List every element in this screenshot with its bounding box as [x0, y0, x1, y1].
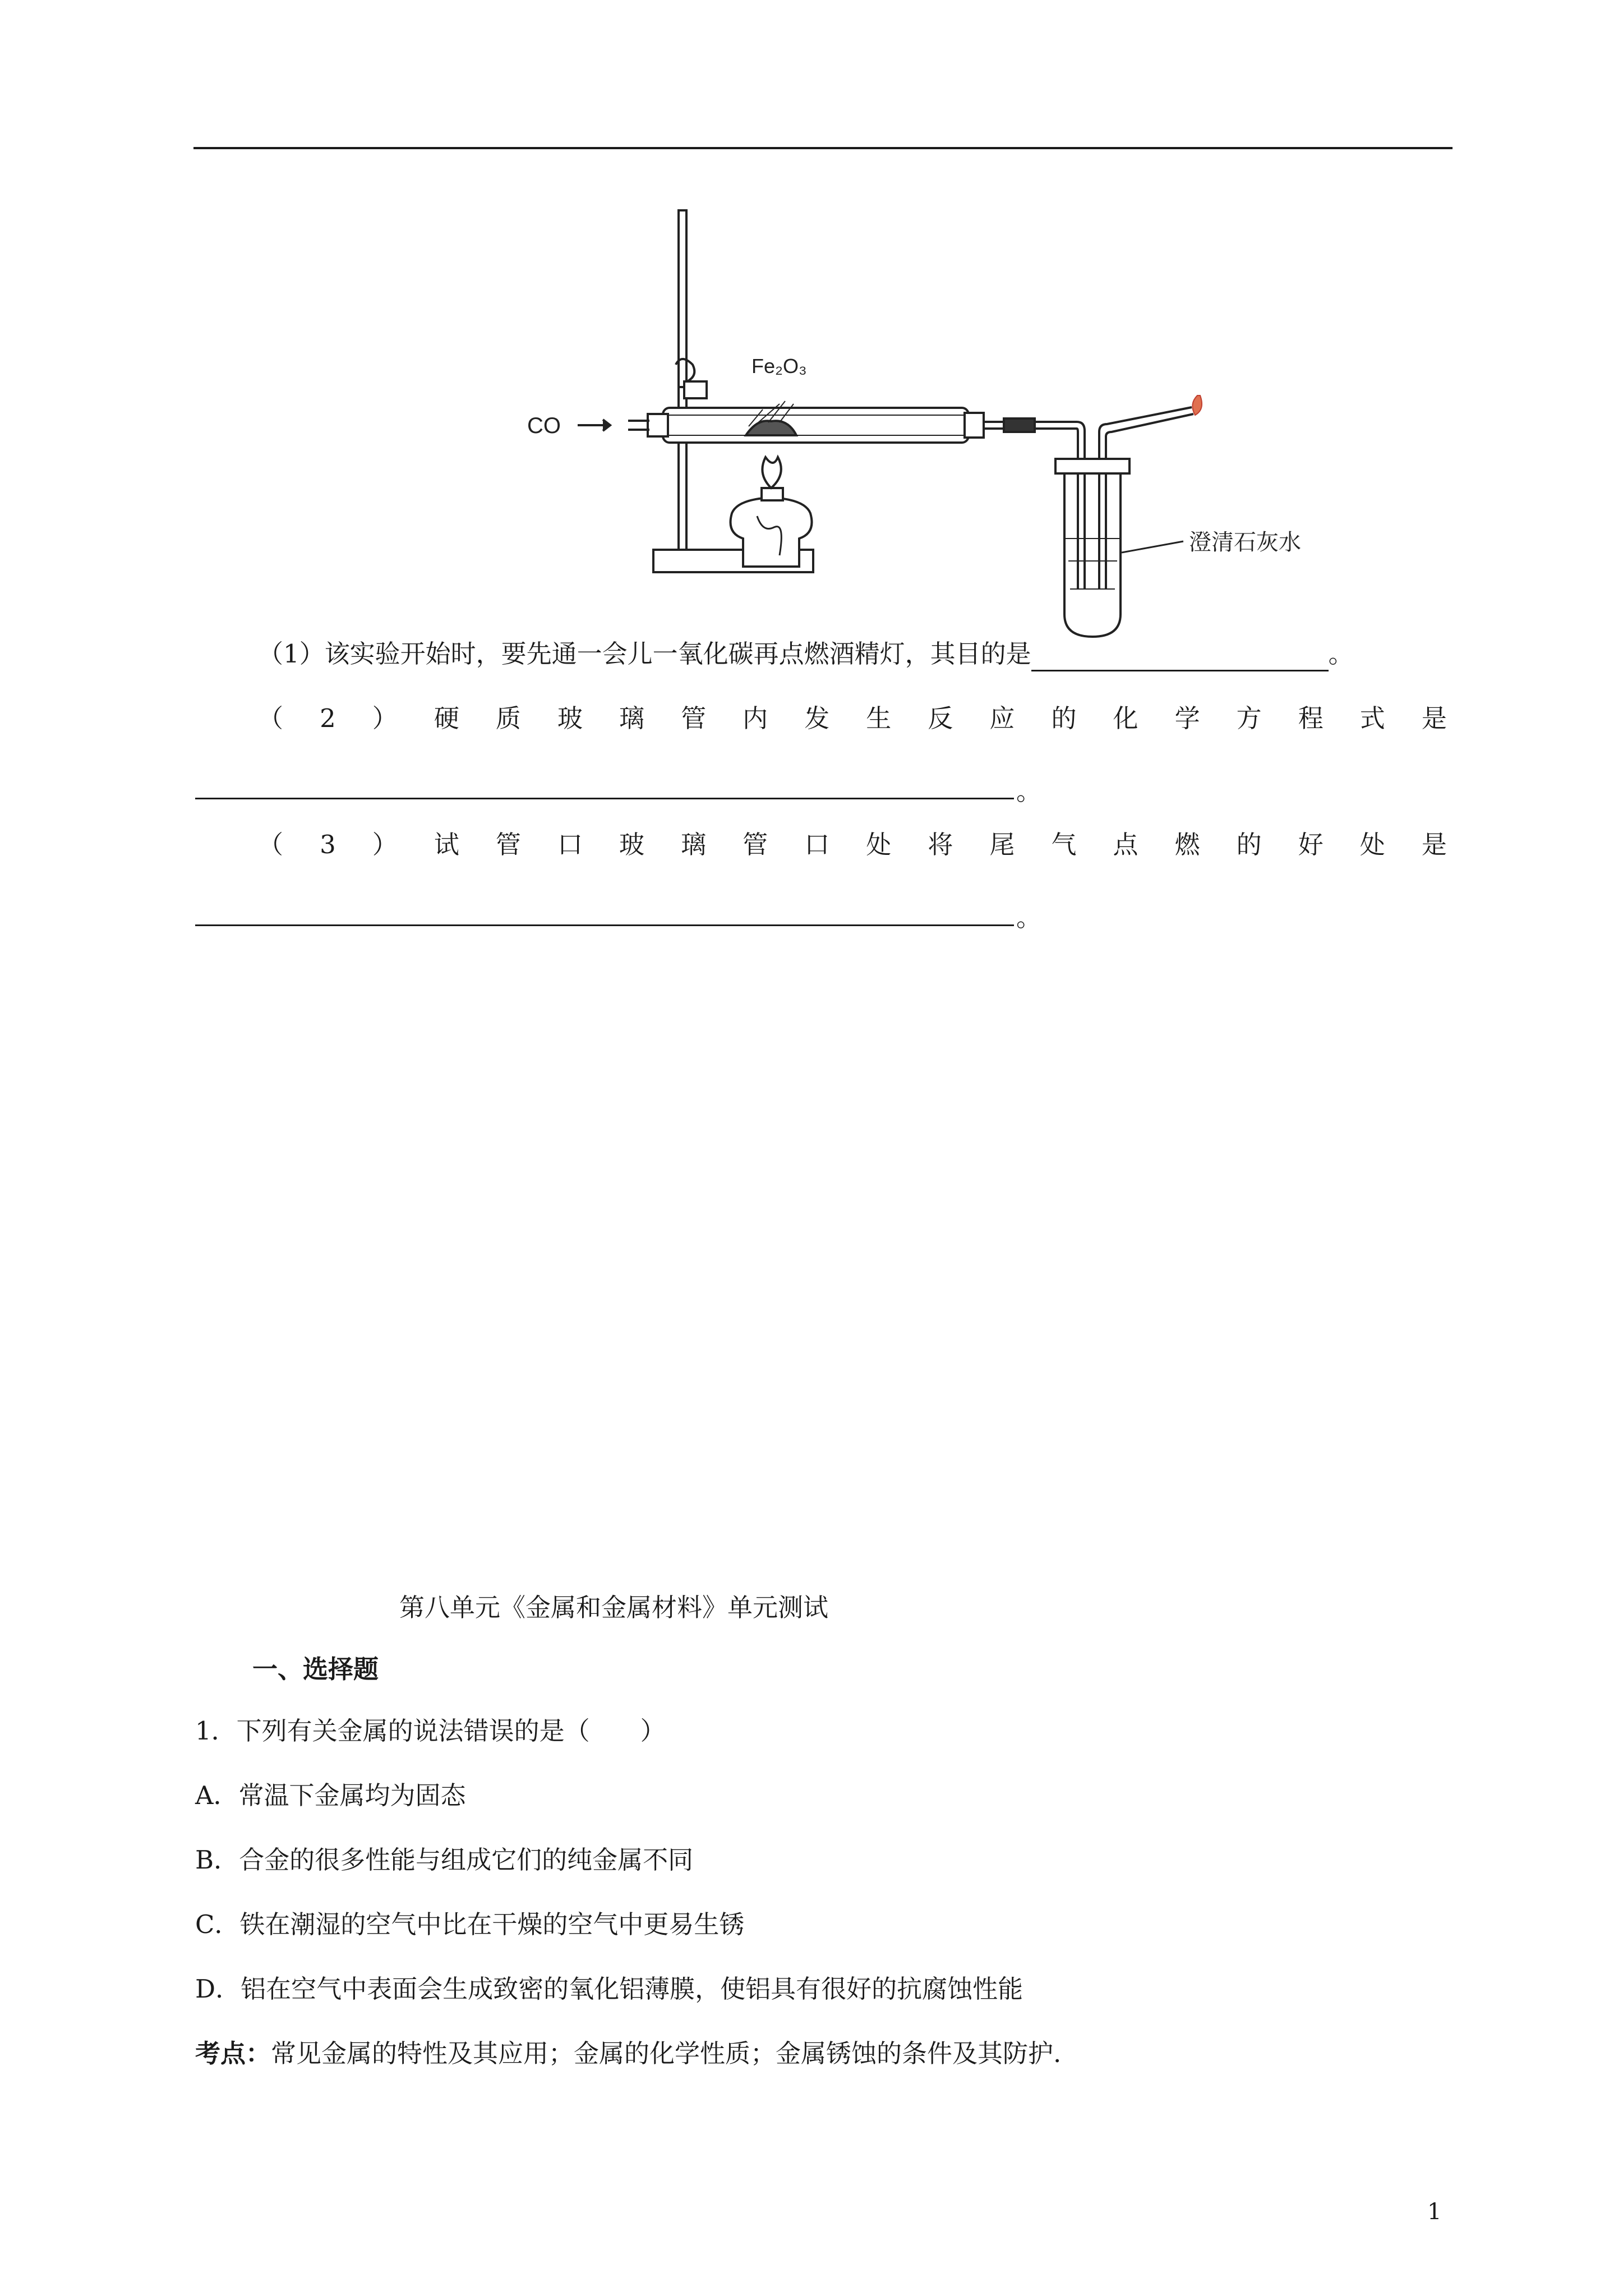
answer-blank-1[interactable]: [1031, 642, 1329, 671]
q2-char: 管: [681, 703, 707, 733]
q3-char: 处: [1359, 830, 1385, 859]
q2-char: 学: [1174, 703, 1200, 733]
q3-char: 试: [434, 830, 459, 859]
page-number: 1: [1427, 2199, 1442, 2225]
q2-char: 应: [989, 703, 1015, 733]
q3-char: 玻: [619, 830, 645, 859]
q2-char: 反: [928, 703, 953, 733]
kaodian-label: 考点：: [195, 2039, 271, 2068]
option-b: B．合金的很多性能与组成它们的纯金属不同: [195, 1845, 694, 1875]
apparatus-figure: [516, 202, 1301, 606]
q2-char: 程: [1298, 703, 1324, 733]
q2-char: ）: [372, 703, 398, 733]
question-3: [258, 827, 1447, 862]
q3-char: 口: [557, 830, 583, 859]
q2-char: 璃: [619, 703, 645, 733]
section-heading: 一、选择题: [252, 1654, 379, 1684]
q2-char: 2: [320, 703, 336, 733]
answer-blank-3[interactable]: [195, 924, 1014, 926]
question-stem: 1．下列有关金属的说法错误的是（ ）: [195, 1716, 666, 1746]
q2-char: 内: [743, 703, 768, 733]
q3-char: 的: [1236, 830, 1262, 859]
q3-char: 璃: [681, 830, 707, 859]
option-d: D．铝在空气中表面会生成致密的氧化铝薄膜，使铝具有很好的抗腐蚀性能: [195, 1974, 1023, 2004]
q2-char: 方: [1236, 703, 1262, 733]
header-rule: [193, 147, 1453, 149]
q3-char: ）: [372, 830, 398, 859]
question-1: [258, 637, 1354, 671]
question-2: [258, 701, 1447, 736]
question-1-text: （1）该实验开始时，要先通一会儿一氧化碳再点燃酒精灯，其目的是: [258, 639, 1031, 669]
q2-char: 玻: [557, 703, 583, 733]
option-c: C．铁在潮湿的空气中比在干燥的空气中更易生锈: [195, 1910, 745, 1939]
question-3-end: 。: [1016, 903, 1042, 932]
q2-char: 发: [804, 703, 830, 733]
q3-char: 处: [866, 830, 892, 859]
q2-char: 是: [1421, 703, 1447, 733]
q2-char: 的: [1051, 703, 1077, 733]
q2-char: （: [258, 703, 284, 733]
q3-char: 3: [320, 830, 336, 859]
q3-char: 尾: [989, 830, 1015, 859]
q2-char: 式: [1359, 703, 1385, 733]
q3-char: 管: [495, 830, 521, 859]
q2-char: 硬: [434, 703, 459, 733]
unit-test-title: 第八单元《金属和金属材料》单元测试: [399, 1593, 829, 1622]
q3-char: 是: [1421, 830, 1447, 859]
q2-char: 化: [1113, 703, 1138, 733]
kaodian: [195, 2036, 1061, 2071]
q2-char: 质: [495, 703, 521, 733]
question-2-end: 。: [1016, 776, 1042, 806]
q3-char: 气: [1051, 830, 1077, 859]
kaodian-text: 常见金属的特性及其应用；金属的化学性质；金属锈蚀的条件及其防护.: [271, 2039, 1062, 2068]
answer-blank-2[interactable]: [195, 798, 1014, 799]
question-1-end: 。: [1328, 639, 1354, 669]
q3-char: 管: [743, 830, 768, 859]
q3-char: （: [258, 830, 284, 859]
co-label: CO: [527, 413, 561, 438]
q2-char: 生: [866, 703, 892, 733]
q3-char: 好: [1298, 830, 1324, 859]
q3-char: 燃: [1174, 830, 1200, 859]
q3-char: 点: [1113, 830, 1138, 859]
q3-char: 将: [928, 830, 953, 859]
option-a: A．常温下金属均为固态: [195, 1780, 466, 1810]
limewater-label: 澄清石灰水: [1189, 530, 1301, 555]
q3-char: 口: [804, 830, 830, 859]
fe2o3-label: Fe₂O₃: [751, 355, 807, 378]
